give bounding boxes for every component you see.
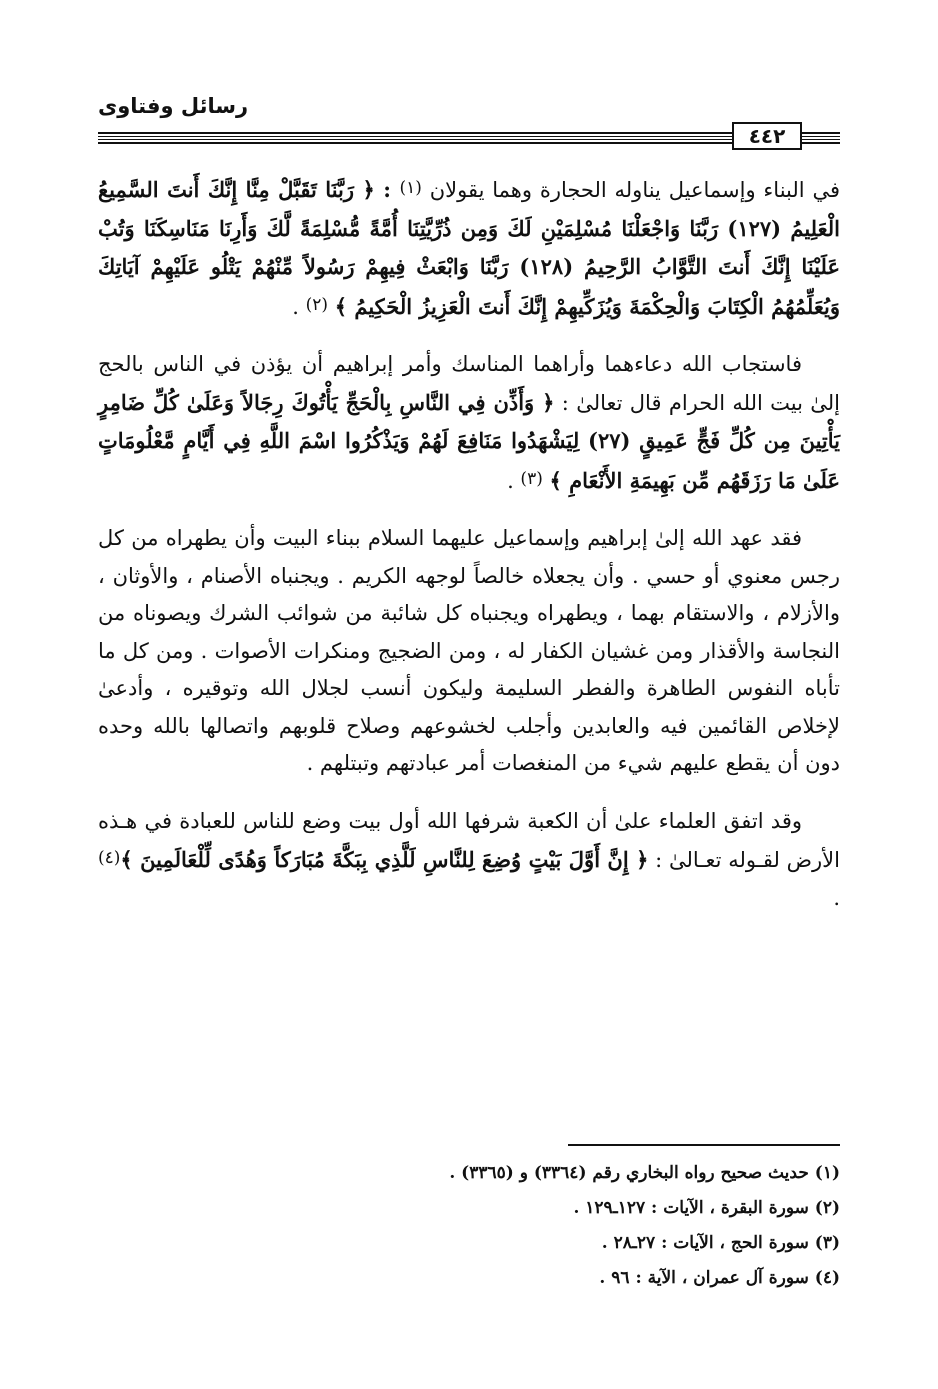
paragraph	[98, 170, 840, 326]
header-rule	[98, 132, 840, 134]
text-segment: .	[507, 468, 521, 493]
header-rule	[98, 142, 840, 144]
main-text	[98, 170, 840, 937]
quran-quote: ﴿ وَأَذِّن فِي النَّاسِ بِالْحَجِّ يَأْتُوكَ رِجَالاً وَعَلَىٰ كُلِّ ضَامِرٍ يَأْتِينَ مِن كُلِّ فَجٍّ عَمِيقٍ (٢٧) لِيَشْهَدُوا مَنَافِعَ لَهُمْ وَيَذْكُرُوا اسْمَ اللَّهِ فِي أَيَّامٍ مَّعْلُومَاتٍ عَلَىٰ مَا رَزَقَهُم مِّن بَهِيمَةِ الأَنْعَامِ ﴾	[98, 389, 840, 493]
footnote-item: (٤) سورة آل عمران ، الآية : ٩٦ .	[599, 1268, 840, 1288]
footnote-item: (١) حديث صحيح رواه البخاري رقم (٣٣٦٤) و (٣٣٦٥) .	[449, 1163, 840, 1183]
text-segment: فاستجاب الله دعاءهما وأراهما المناسك وأمر إبراهيم أن يؤذن في الناس بالحج إلىٰ بيت الله الحرام قال تعالىٰ :	[98, 352, 841, 415]
text-segment: فقد عهد الله إلىٰ إبراهيم وإسماعيل عليهما السلام ببناء البيت وأن يطهراه من كل رجس معنوي أو حسي . وأن يجعلاه خالصاً لوجهه الكريم . ويجنباه الأصنام ، والأوثان ، والأزلام ، والاستقام بهما ، ويطهراه ويجنباه كل شائبة من شوائب الشرك ويصوناه من النجاسة والأقذار ومن غشيان الكفار له ، ومن الضجيج ومنكرات الأصوات . ومن كل ما تأباه النفوس الطاهرة والفطر السليمة وليكون أنسب لجلال الله وتوقيره ، وأدعىٰ لإخلاص القائمين فيه والعابدين وأجلب لخشوعهم وصلاح قلوبهم واتصالها بالله وحده دون أن يقطع عليهم شيء من المنغصات أمر عبادتهم وتبتلهم .	[98, 526, 840, 775]
footnote-item: (٣) سورة الحج ، الآيات : ٢٧ـ٢٨ .	[601, 1233, 840, 1253]
header-rule	[98, 139, 840, 140]
footnotes-list	[98, 1156, 840, 1296]
header-rule	[98, 136, 840, 137]
text-segment: .	[292, 294, 306, 319]
text-segment: .	[833, 885, 840, 910]
footnote-reference[interactable]: (٢)	[305, 294, 329, 315]
text-segment	[543, 469, 550, 493]
paragraph	[98, 520, 840, 783]
page-header	[98, 88, 840, 152]
text-segment: وقد اتفق العلماء علىٰ أن الكعبة شرفها الله أول بيت وضع للناس للعبادة في هـذه الأرض لقـوله تعـالىٰ :	[98, 808, 840, 872]
footnote-item: (٢) سورة البقرة ، الآيات : ١٢٧ـ١٢٩ .	[573, 1198, 840, 1218]
paragraph	[98, 346, 840, 500]
page-number-box: ٤٤٢	[732, 122, 802, 150]
text-segment	[328, 295, 335, 319]
running-title: رسائل وفتاوى	[98, 94, 249, 118]
text-segment: في البناء وإسماعيل يناوله الحجارة وهما يقولان	[421, 178, 840, 202]
footnote-reference[interactable]: (٤)	[98, 848, 121, 868]
quran-quote: ﴿ إِنَّ أَوَّلَ بَيْتٍ وُضِعَ لِلنَّاسِ لَلَّذِي بِبَكَّةَ مُبَارَكاً وَهُدًى لِّلْعَالَمِينَ ﴾	[120, 847, 649, 872]
footnote-reference[interactable]: (٣)	[520, 468, 543, 489]
quran-quote: : ﴿ رَبَّنَا تَقَبَّلْ مِنَّا إِنَّكَ أَنتَ السَّمِيعُ الْعَلِيمُ (١٢٧) رَبَّنَا وَاجْعَلْنَا مُسْلِمَيْنِ لَكَ وَمِن ذُرِّيَّتِنَا أُمَّةً مُّسْلِمَةً لَّكَ وَأَرِنَا مَنَاسِكَنَا وَتُبْ عَلَيْنَا إِنَّكَ أَنتَ التَّوَّابُ الرَّحِيمُ (١٢٨) رَبَّنَا وَابْعَثْ فِيهِمْ رَسُولاً مِّنْهُمْ يَتْلُو عَلَيْهِمْ آيَاتِكَ وَيُعَلِّمُهُمُ الْكِتَابَ وَالْحِكْمَةَ وَيُزَكِّيهِمْ إِنَّكَ أَنتَ الْعَزِيزُ الْحَكِيمُ ﴾	[98, 177, 840, 319]
footnote-separator	[568, 1144, 840, 1146]
paragraph	[98, 803, 840, 918]
footnote-reference[interactable]: (١)	[399, 178, 422, 198]
